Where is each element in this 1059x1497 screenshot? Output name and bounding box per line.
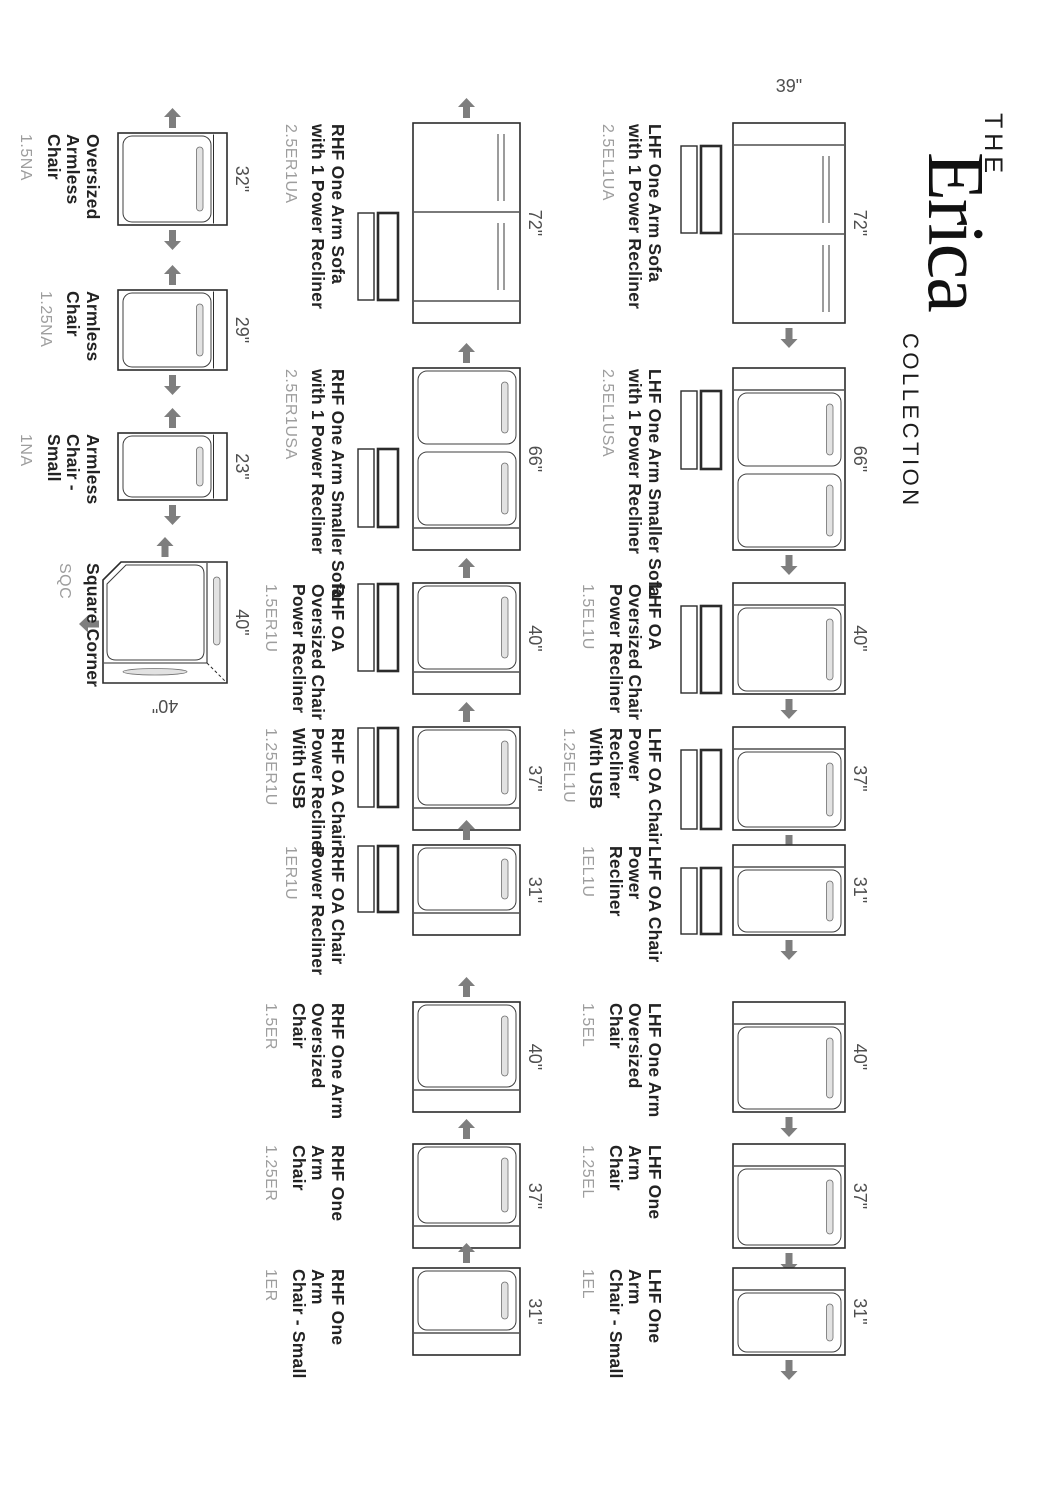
- width-dimension: 66": [850, 445, 870, 473]
- piece-name-line: RHF OA Chair: [328, 846, 348, 965]
- width-dimension: 40": [525, 1043, 545, 1071]
- piece-name-line: RHF One Arm Smaller Sofa: [328, 369, 348, 599]
- connector-arrow-left: [458, 977, 475, 997]
- piece-name-line: Arm: [625, 1145, 646, 1181]
- piece-name-line: LHF OA: [645, 584, 665, 651]
- piece-sku: 1EL1U: [579, 846, 597, 898]
- piece-name-line: Oversized: [83, 134, 103, 220]
- piece-name-line: LHF One Arm Smaller Sofa: [645, 369, 665, 597]
- piece-name-line: Recliner: [606, 728, 626, 799]
- piece-name-line: RHF One: [328, 1269, 348, 1346]
- width-dimension: 31": [850, 876, 870, 904]
- piece-name-line: with 1 Power Recliner: [308, 124, 329, 310]
- side-dimension: 40": [151, 696, 179, 716]
- piece-sku: 1.25EL1U: [560, 728, 577, 804]
- piece-name-line: Chair: [289, 1003, 309, 1049]
- connector-arrow-left: [164, 408, 181, 428]
- piece-sku: 1.25ER: [262, 1145, 280, 1202]
- piece-label-2.5er1usa: [281, 369, 348, 599]
- piece-name-line: Power Recliner: [289, 584, 309, 714]
- brand-name: Erica: [911, 152, 999, 311]
- connector-arrow-right: [781, 1360, 798, 1380]
- piece-name-line: Chair: [606, 1145, 626, 1191]
- brand-the: THE: [979, 113, 1007, 178]
- piece-sku: 2.5ER1USA: [282, 369, 299, 460]
- piece-name-line: LHF One: [645, 1269, 665, 1344]
- piece-name-line: Armless: [83, 291, 103, 362]
- piece-name-line: LHF OA Chair: [645, 728, 665, 845]
- connector-arrow-left: [458, 343, 475, 363]
- piece-label-1er: [262, 1269, 348, 1439]
- piece-name-line: Armless: [83, 434, 103, 505]
- width-dimension: 29": [232, 316, 252, 344]
- width-dimension: 37": [850, 1182, 870, 1210]
- piece-name-line: with 1 Power Recliner: [625, 124, 646, 310]
- piece-sku: 1ER: [262, 1269, 280, 1302]
- piece-name-line: Oversized: [308, 1003, 329, 1089]
- connector-arrow-right: [164, 505, 181, 525]
- piece-sku: SQC: [56, 563, 74, 600]
- width-dimension: 66": [525, 445, 545, 473]
- piece-name-line: Power Recliner: [308, 846, 329, 976]
- piece-name-line: Power: [625, 728, 646, 782]
- piece-name-line: Power Recliner: [606, 584, 626, 714]
- piece-name-line: Chair - Small: [606, 1269, 626, 1379]
- piece-sku: 1.5ER: [262, 1003, 280, 1050]
- piece-name-line: Chair -: [63, 434, 84, 491]
- width-dimension: 37": [525, 765, 545, 792]
- connector-arrow-left: [458, 1119, 475, 1139]
- piece-label-1el: [579, 1269, 665, 1439]
- piece-sku: 1.5EL1U: [579, 584, 597, 650]
- piece-name-line: LHF OA Chair: [645, 846, 665, 963]
- piece-name-line: Oversized Chair: [625, 584, 646, 721]
- piece-name-line: with 1 Power Recliner: [625, 369, 646, 555]
- piece-name-line: Armless: [63, 134, 84, 205]
- piece-name-line: Oversized: [625, 1003, 646, 1089]
- connector-arrow-left: [458, 702, 475, 722]
- piece-name-line: Chair: [606, 1003, 626, 1049]
- connector-arrow-right: [781, 555, 798, 575]
- connector-arrow-right: [164, 230, 181, 250]
- piece-name-line: Chair: [63, 291, 84, 337]
- piece-sku: 1.5EL: [579, 1003, 597, 1048]
- piece-name-line: Arm: [625, 1269, 646, 1305]
- piece-name-line: Chair - Small: [289, 1269, 309, 1379]
- piece-name-line: Oversized Chair: [308, 584, 329, 721]
- connector-arrow-right: [781, 328, 798, 348]
- width-dimension: 31": [525, 1298, 545, 1325]
- connector-arrow-right: [781, 699, 798, 719]
- connector-arrow-right: [164, 375, 181, 395]
- width-dimension: 72": [850, 209, 870, 237]
- piece-sku: 2.5EL1USA: [599, 369, 616, 458]
- piece-label-1.5na: [17, 134, 103, 304]
- connector-arrow-right: [781, 1117, 798, 1137]
- connector-arrow-left: [458, 558, 475, 578]
- width-dimension: 72": [525, 209, 545, 237]
- piece-label-1el1u: [579, 846, 665, 1016]
- piece-sku: 1.25ER1U: [262, 728, 280, 806]
- width-dimension: 40": [850, 625, 870, 652]
- piece-sku: 1.25EL: [579, 1145, 597, 1199]
- piece-name-line: Power Recliner: [308, 728, 329, 858]
- piece-name-line: RHF OA Chair: [328, 728, 348, 847]
- width-dimension: 31": [525, 876, 545, 904]
- piece-label-2.5el1usa: [598, 369, 665, 597]
- piece-sku: 1NA: [17, 434, 35, 467]
- piece-name-line: LHF One Arm Sofa: [645, 124, 665, 283]
- piece-label-2.5el1ua: [598, 124, 665, 310]
- connector-arrow-left: [458, 98, 475, 118]
- depth-dimension: 39": [775, 76, 803, 96]
- piece-name-line: LHF One Arm: [645, 1003, 665, 1118]
- piece-name-line: Arm: [308, 1145, 329, 1181]
- width-dimension: 23": [232, 453, 252, 480]
- piece-sku: 1.5NA: [17, 134, 35, 181]
- connector-arrow-right: [781, 940, 798, 960]
- width-dimension: 40": [525, 625, 545, 652]
- connector-arrow-left: [164, 108, 181, 128]
- piece-name-line: RHF One Arm Sofa: [328, 124, 348, 285]
- piece-name-line: with 1 Power Recliner: [308, 369, 329, 555]
- width-dimension: 37": [525, 1182, 545, 1210]
- brand-collection: COLLECTION: [898, 333, 923, 509]
- piece-sku: 1.25NA: [37, 291, 54, 348]
- piece-name-line: With USB: [586, 728, 607, 810]
- width-dimension: 31": [850, 1298, 870, 1325]
- piece-sku: 1ER1U: [282, 846, 299, 901]
- piece-name-line: RHF One: [328, 1145, 348, 1222]
- piece-label-1er1u: [281, 846, 347, 1016]
- piece-name-line: Arm: [308, 1269, 329, 1305]
- piece-name-line: With USB: [289, 728, 309, 810]
- piece-name-line: Recliner: [606, 846, 626, 917]
- piece-sku: 1.5ER1U: [262, 584, 280, 653]
- width-dimension: 40": [850, 1043, 870, 1071]
- piece-sku: 2.5EL1UA: [599, 124, 616, 201]
- width-dimension: 32": [232, 165, 252, 193]
- piece-name-line: Chair: [44, 134, 64, 180]
- piece-sku: 2.5ER1UA: [282, 124, 299, 204]
- width-dimension: 40": [232, 609, 252, 636]
- connector-arrow-left: [157, 537, 174, 557]
- connector-arrow-left: [164, 265, 181, 285]
- piece-label-2.5er1ua: [281, 124, 348, 310]
- width-dimension: 37": [850, 765, 870, 792]
- piece-name-line: Small: [44, 434, 64, 482]
- piece-label-sqc: [56, 563, 103, 733]
- piece-sku: 1EL: [579, 1269, 597, 1299]
- piece-name-line: Square Corner: [83, 563, 103, 688]
- piece-name-line: RHF OA: [328, 584, 348, 653]
- piece-name-line: Power: [625, 846, 646, 900]
- piece-name-line: LHF One: [645, 1145, 665, 1220]
- piece-name-line: RHF One Arm: [328, 1003, 348, 1120]
- piece-name-line: Chair: [289, 1145, 309, 1191]
